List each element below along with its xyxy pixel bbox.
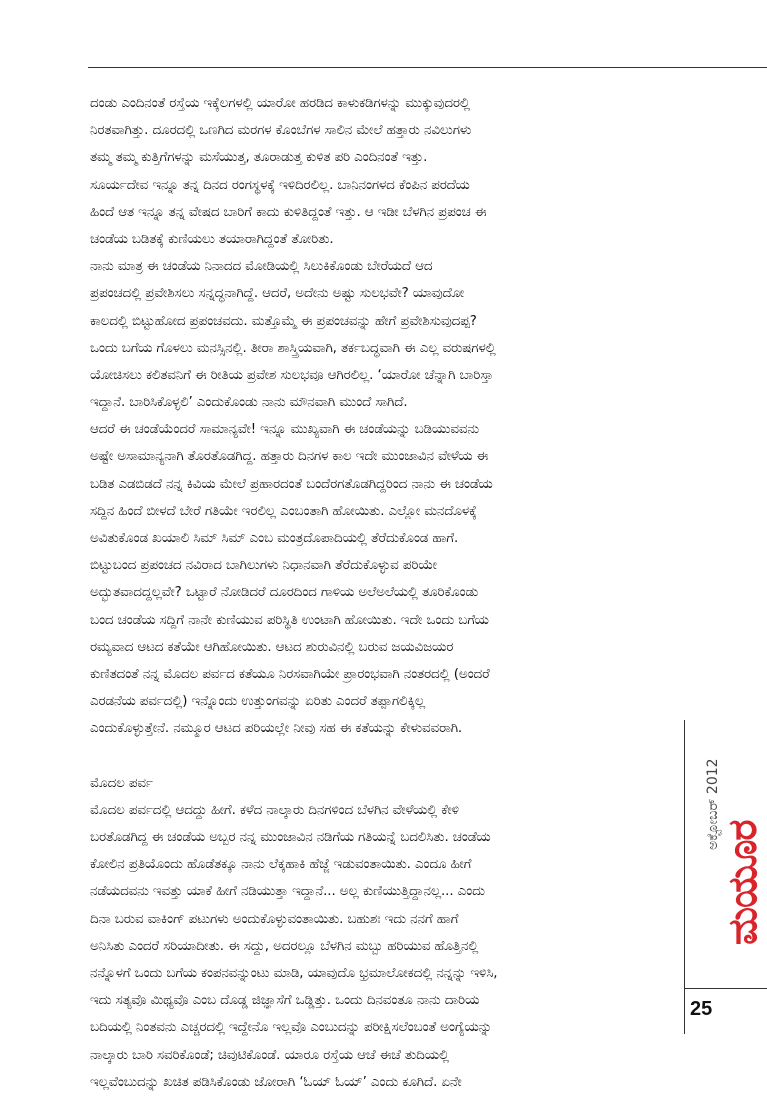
body-line: ಬರತೊಡಗಿದ್ದ ಈ ಚಂಡೆಯ ಅಬ್ಬರ ನನ್ನ ಮುಂಜಾವಿನ ನಡಿಗೆಯ ಗತಿಯನ್ನೆ ಬದಲಿಸಿತು. ಚಂಡೆಯ bbox=[90, 830, 491, 846]
body-line: ಪ್ರಪಂಚದಲ್ಲಿ ಪ್ರವೇಶಿಸಲು ಸನ್ನದ್ಧನಾಗಿದ್ದೆ. ಆದರೆ, ಅದೇನು ಅಷ್ಟು ಸುಲಭವೇ? ಯಾವುದೋ bbox=[90, 286, 465, 302]
page-number: 25 bbox=[690, 998, 713, 1020]
magazine-masthead: ಮಯೂರ bbox=[720, 820, 766, 945]
issue-date: ಅಕ್ಟೋಬರ್ 2012 bbox=[705, 758, 721, 850]
body-line: ನನ್ನೊಳಗೆ ಒಂದು ಬಗೆಯ ಕಂಪನವನ್ನುಂಟು ಮಾಡಿ, ಯಾವುದೊ ಭ್ರಮಾಲೋಕದಲ್ಲಿ ನನ್ನನ್ನು ಇಳಿಸಿ, bbox=[90, 966, 498, 981]
body-line: ಕುಣಿತದಂತೆ ನನ್ನ ಮೊದಲ ಪರ್ವದ ಕತೆಯೂ ನಿರಸವಾಗಿಯೇ ಪ್ರಾರಂಭವಾಗಿ ನಂತರದಲ್ಲಿ (ಅಂದರೆ bbox=[90, 666, 490, 682]
page-number-rule bbox=[684, 988, 767, 989]
body-line: ಅದ್ಭುತವಾದದ್ದಲ್ಲವೇ? ಒಟ್ಟಾರೆ ನೋಡಿದರೆ ದೂರದಿಂದ ಗಾಳಿಯ ಅಲೆಅಲೆಯಲ್ಲಿ ತೂರಿಕೊಂಡು bbox=[90, 585, 479, 601]
body-line: ಅಷ್ಟೇ ಅಸಾಮಾನ್ಯನಾಗಿ ತೊರತೊಡಗಿದ್ದ. ಹತ್ತಾರು ದಿನಗಳ ಕಾಲ ಇದೇ ಮುಂಜಾವಿನ ವೇಳೆಯ ಈ bbox=[90, 449, 489, 465]
body-line: ಆದರೆ ಈ ಚಂಡೆಯೆಂದರೆ ಸಾಮಾನ್ಯವೇ! ಇನ್ನೂ ಮುಖ್ಯವಾಗಿ ಈ ಚಂಡೆಯನ್ನು ಬಡಿಯುವವನು bbox=[90, 422, 479, 438]
body-line: ಅವಿತುಕೊಂಡ ಖಯಾಲಿ ಸಿಮ್ ಸಿಮ್ ಎಂಬ ಮಂತ್ರದೊಪಾದಿಯಲ್ಲಿ ತೆರೆದುಕೊಂಡ ಹಾಗೆ. bbox=[90, 531, 459, 546]
body-line: ಚಂಡೆಯ ಬಡಿತಕ್ಕೆ ಕುಣಿಯಲು ತಯಾರಾಗಿದ್ದಂತೆ ತೋರಿತು. bbox=[90, 231, 334, 247]
body-line: ಎರಡನೆಯ ಪರ್ವದಲ್ಲಿ) ಇನ್ನೊಂದು ಉತ್ತುಂಗವನ್ನು ಏರಿತು ಎಂದರೆ ತಪ್ಪಾಗಲಿಕ್ಕಿಲ್ಲ bbox=[90, 694, 426, 710]
body-line: ಬಂದ ಚಂಡೆಯ ಸದ್ದಿಗೆ ನಾನೇ ಕುಣಿಯುವ ಪರಿಸ್ಥಿತಿ ಉಂಟಾಗಿ ಹೋಯಿತು. ಇದೇ ಒಂದು ಬಗೆಯ bbox=[90, 612, 489, 628]
body-line: ಒಂದು ಬಗೆಯ ಗೊಳಲು ಮನಸ್ಸಿನಲ್ಲಿ. ತೀರಾ ಶಾಸ್ತ್ರಿಯವಾಗಿ, ತರ್ಕಬದ್ಧವಾಗಿ ಈ ಎಲ್ಲ ವರುಷಗಳಲ್ಲಿ bbox=[90, 340, 496, 356]
body-line: ಎಂದುಕೊಳ್ಳುತ್ತೇನೆ. ನಮ್ಮೂರ ಆಟದ ಪರಿಯಲ್ಲೇ ನೀವು ಸಹ ಈ ಕತೆಯನ್ನು ಕೇಳುವವರಾಗಿ. bbox=[90, 721, 463, 737]
body-line: ದಂಡು ಎಂದಿನಂತೆ ರಸ್ತೆಯ ಇಕ್ಕೆಲಗಳಲ್ಲಿ ಯಾರೋ ಹರಡಿದ ಕಾಳುಕಡಿಗಳನ್ನು ಮುಕ್ಕುವುದರಲ್ಲಿ bbox=[90, 96, 470, 111]
body-line: ಬದಿಯಲ್ಲಿ ನಿಂತವನು ಎಚ್ಚರದಲ್ಲಿ ಇದ್ದೇನೊ ಇಲ್ಲವೊ ಎಂಬುದನ್ನು ಪರೀಕ್ಷಿಸಲೆಂಬಂತೆ ಅಂಗ್ಯೆಯನ್ನು bbox=[90, 1020, 492, 1036]
body-line: ಯೋಚಿಸಲು ಕಲಿತವನಿಗೆ ಈ ರೀತಿಯ ಪ್ರವೇಶ ಸುಲಭವೂ ಆಗಿರಲಿಲ್ಲ. ‘ಯಾರೋ ಚೆನ್ನಾಗಿ ಬಾರಿಸ್ತಾ bbox=[90, 367, 494, 383]
body-line: ಇಲ್ಲವೆಂಬುದನ್ನು ಖಚಿತ ಪಡಿಸಿಕೊಂಡು ಜೋರಾಗಿ ‘ಓಯ್ ಓಯ್’ ಎಂದು ಕೂಗಿದೆ. ಏನೇ bbox=[90, 1074, 462, 1090]
body-line: ಇದ್ದಾನೆ. ಬಾರಿಸಿಕೊಳ್ಳಲಿ’ ಎಂದುಕೊಂಡು ನಾನು ಮೌನವಾಗಿ ಮುಂದೆ ಸಾಗಿದೆ. bbox=[90, 395, 408, 411]
body-line: ಅನಿಸಿತು ಎಂದರೆ ಸರಿಯಾದೀತು. ಈ ಸದ್ದು, ಅದರಲ್ಲೂ ಬೆಳಗಿನ ಮಬ್ಬು ಹರಿಯುವ ಹೊತ್ತಿನಲ್ಲಿ bbox=[90, 938, 479, 954]
sidebar-rule bbox=[684, 720, 685, 1034]
body-line: ದಿನಾ ಬರುವ ವಾಕಿಂಗ್ ಪಟುಗಳು ಅಂದುಕೊಳ್ಳುವಂತಾಯಿತು. ಬಹುಶಃ ಇದು ನನಗೆ ಹಾಗೆ bbox=[90, 911, 459, 927]
body-line: ಕಾಲದಲ್ಲಿ ಬಿಟ್ಟುಹೋದ ಪ್ರಪಂಚವದು. ಮತ್ತೊಮ್ಮೆ ಈ ಪ್ರಪಂಚವನ್ನು ಹೇಗೆ ಪ್ರವೇಶಿಸುವುದಪ್ಪ? bbox=[90, 313, 477, 329]
body-line: ರಮ್ಯವಾದ ಆಟದ ಕತೆಯೇ ಆಗಿಹೋಯಿತು. ಆಟದ ಶುರುವಿನಲ್ಲಿ ಬರುವ ಜಯವಿಜಯರ bbox=[90, 639, 454, 655]
body-line: ಮೊದಲ ಪರ್ವದಲ್ಲಿ ಆದದ್ದು ಹೀಗೆ. ಕಳೆದ ನಾಲ್ಕಾರು ದಿನಗಳಿಂದ ಬೆಳಗಿನ ವೇಳೆಯಲ್ಲಿ ಕೇಳಿ bbox=[90, 802, 459, 818]
body-line: ನಾನು ಮಾತ್ರ ಈ ಚಂಡೆಯ ನಿನಾದದ ಮೋಡಿಯಲ್ಲಿ ಸಿಲುಕಿಕೊಂಡು ಬೇರೆಯದೆ ಆದ bbox=[90, 259, 433, 275]
body-line: ಸೂರ್ಯದೇವ ಇನ್ನೂ ತನ್ನ ದಿನದ ರಂಗಸ್ಥಳಕ್ಕೆ ಇಳಿದಿರಲಿಲ್ಲ. ಬಾನಿನಂಗಳದ ಕೆಂಪಿನ ಪರದೆಯ bbox=[90, 177, 470, 193]
section-heading: ಮೊದಲ ಪರ್ವ bbox=[90, 775, 153, 791]
article-body bbox=[90, 90, 670, 1096]
body-line: ಸದ್ದಿನ ಹಿಂದೆ ಬೀಳದೆ ಬೇರೆ ಗತಿಯೇ ಇರಲಿಲ್ಲ ಎಂಬಂತಾಗಿ ಹೋಯಿತು. ಎಲ್ಲೋ ಮನದೊಳಕ್ಕೆ bbox=[90, 503, 477, 519]
body-line: ತಮ್ಮ ತಮ್ಮ ಕುತ್ತಿಗೆಗಳನ್ನು ಮಸೆಯುತ್ತ, ತೂರಾಡುತ್ತ ಕುಳಿತ ಪರಿ ಎಂದಿನಂತೆ ಇತ್ತು. bbox=[90, 150, 428, 166]
body-line: ಹಿಂದೆ ಆತ ಇನ್ನೂ ತನ್ನ ವೇಷದ ಬಾರಿಗೆ ಕಾದು ಕುಳಿತಿದ್ದಂತೆ ಇತ್ತು. ಆ ಇಡೀ ಬೆಳಗಿನ ಪ್ರಪಂಚ ಈ bbox=[90, 204, 487, 220]
body-line: ಬಿಟ್ಟುಬಂದ ಪ್ರಪಂಚದ ನವಿರಾದ ಬಾಗಿಲುಗಳು ನಿಧಾನವಾಗಿ ತೆರೆದುಕೊಳ್ಳುವ ಪರಿಯೇ bbox=[90, 558, 437, 574]
body-line: ಕೋಲಿನ ಪ್ರತಿಯೊಂದು ಹೊಡೆತಕ್ಕೂ ನಾನು ಲೆಕ್ಕಹಾಕಿ ಹೆಜ್ಜೆ ಇಡುವಂತಾಯಿತು. ಎಂದೂ ಹೀಗೆ bbox=[90, 857, 472, 873]
body-line: ಇದು ಸತ್ಯವೊ ಮಿಥ್ಯವೊ ಎಂಬ ದೊಡ್ಡ ಜಿಜ್ಞಾಸೆಗೆ ಒಡ್ಡಿತ್ತು. ಒಂದು ದಿನವಂತೂ ನಾನು ದಾರಿಯ bbox=[90, 993, 480, 1009]
body-line: ನಿರತವಾಗಿತ್ತು. ದೂರದಲ್ಲಿ ಒಣಗಿದ ಮರಗಳ ಕೊಂಬೆಗಳ ಸಾಲಿನ ಮೇಲೆ ಹತ್ತಾರು ನವಿಲುಗಳು bbox=[90, 123, 472, 139]
body-line: ನಾಲ್ಕಾರು ಬಾರಿ ಸವರಿಕೊಂಡೆ; ಚಿವುಟಿಕೊಂಡೆ. ಯಾರೂ ರಸ್ತೆಯ ಆಚೆ ಈಚೆ ತುದಿಯಲ್ಲಿ bbox=[90, 1047, 449, 1063]
body-line: ಬಡಿತ ಎಡಬಿಡದೆ ನನ್ನ ಕಿವಿಯ ಮೇಲೆ ಪ್ರಹಾರದಂತೆ ಬಂದೆರಗತೊಡಗಿದ್ದರಿಂದ ನಾನು ಈ ಚಂಡೆಯ bbox=[90, 476, 493, 492]
paragraph-gap bbox=[90, 743, 670, 770]
top-rule bbox=[88, 67, 767, 68]
body-line: ನಡೆಯದವನು ಇವತ್ತು ಯಾಕೆ ಹೀಗೆ ನಡಿಯುತ್ತಾ ಇದ್ದಾನೆ... ಅಲ್ಲ ಕುಣಿಯುತ್ತಿದ್ದಾನಲ್ಲ... ಎಂದು bbox=[90, 884, 485, 900]
